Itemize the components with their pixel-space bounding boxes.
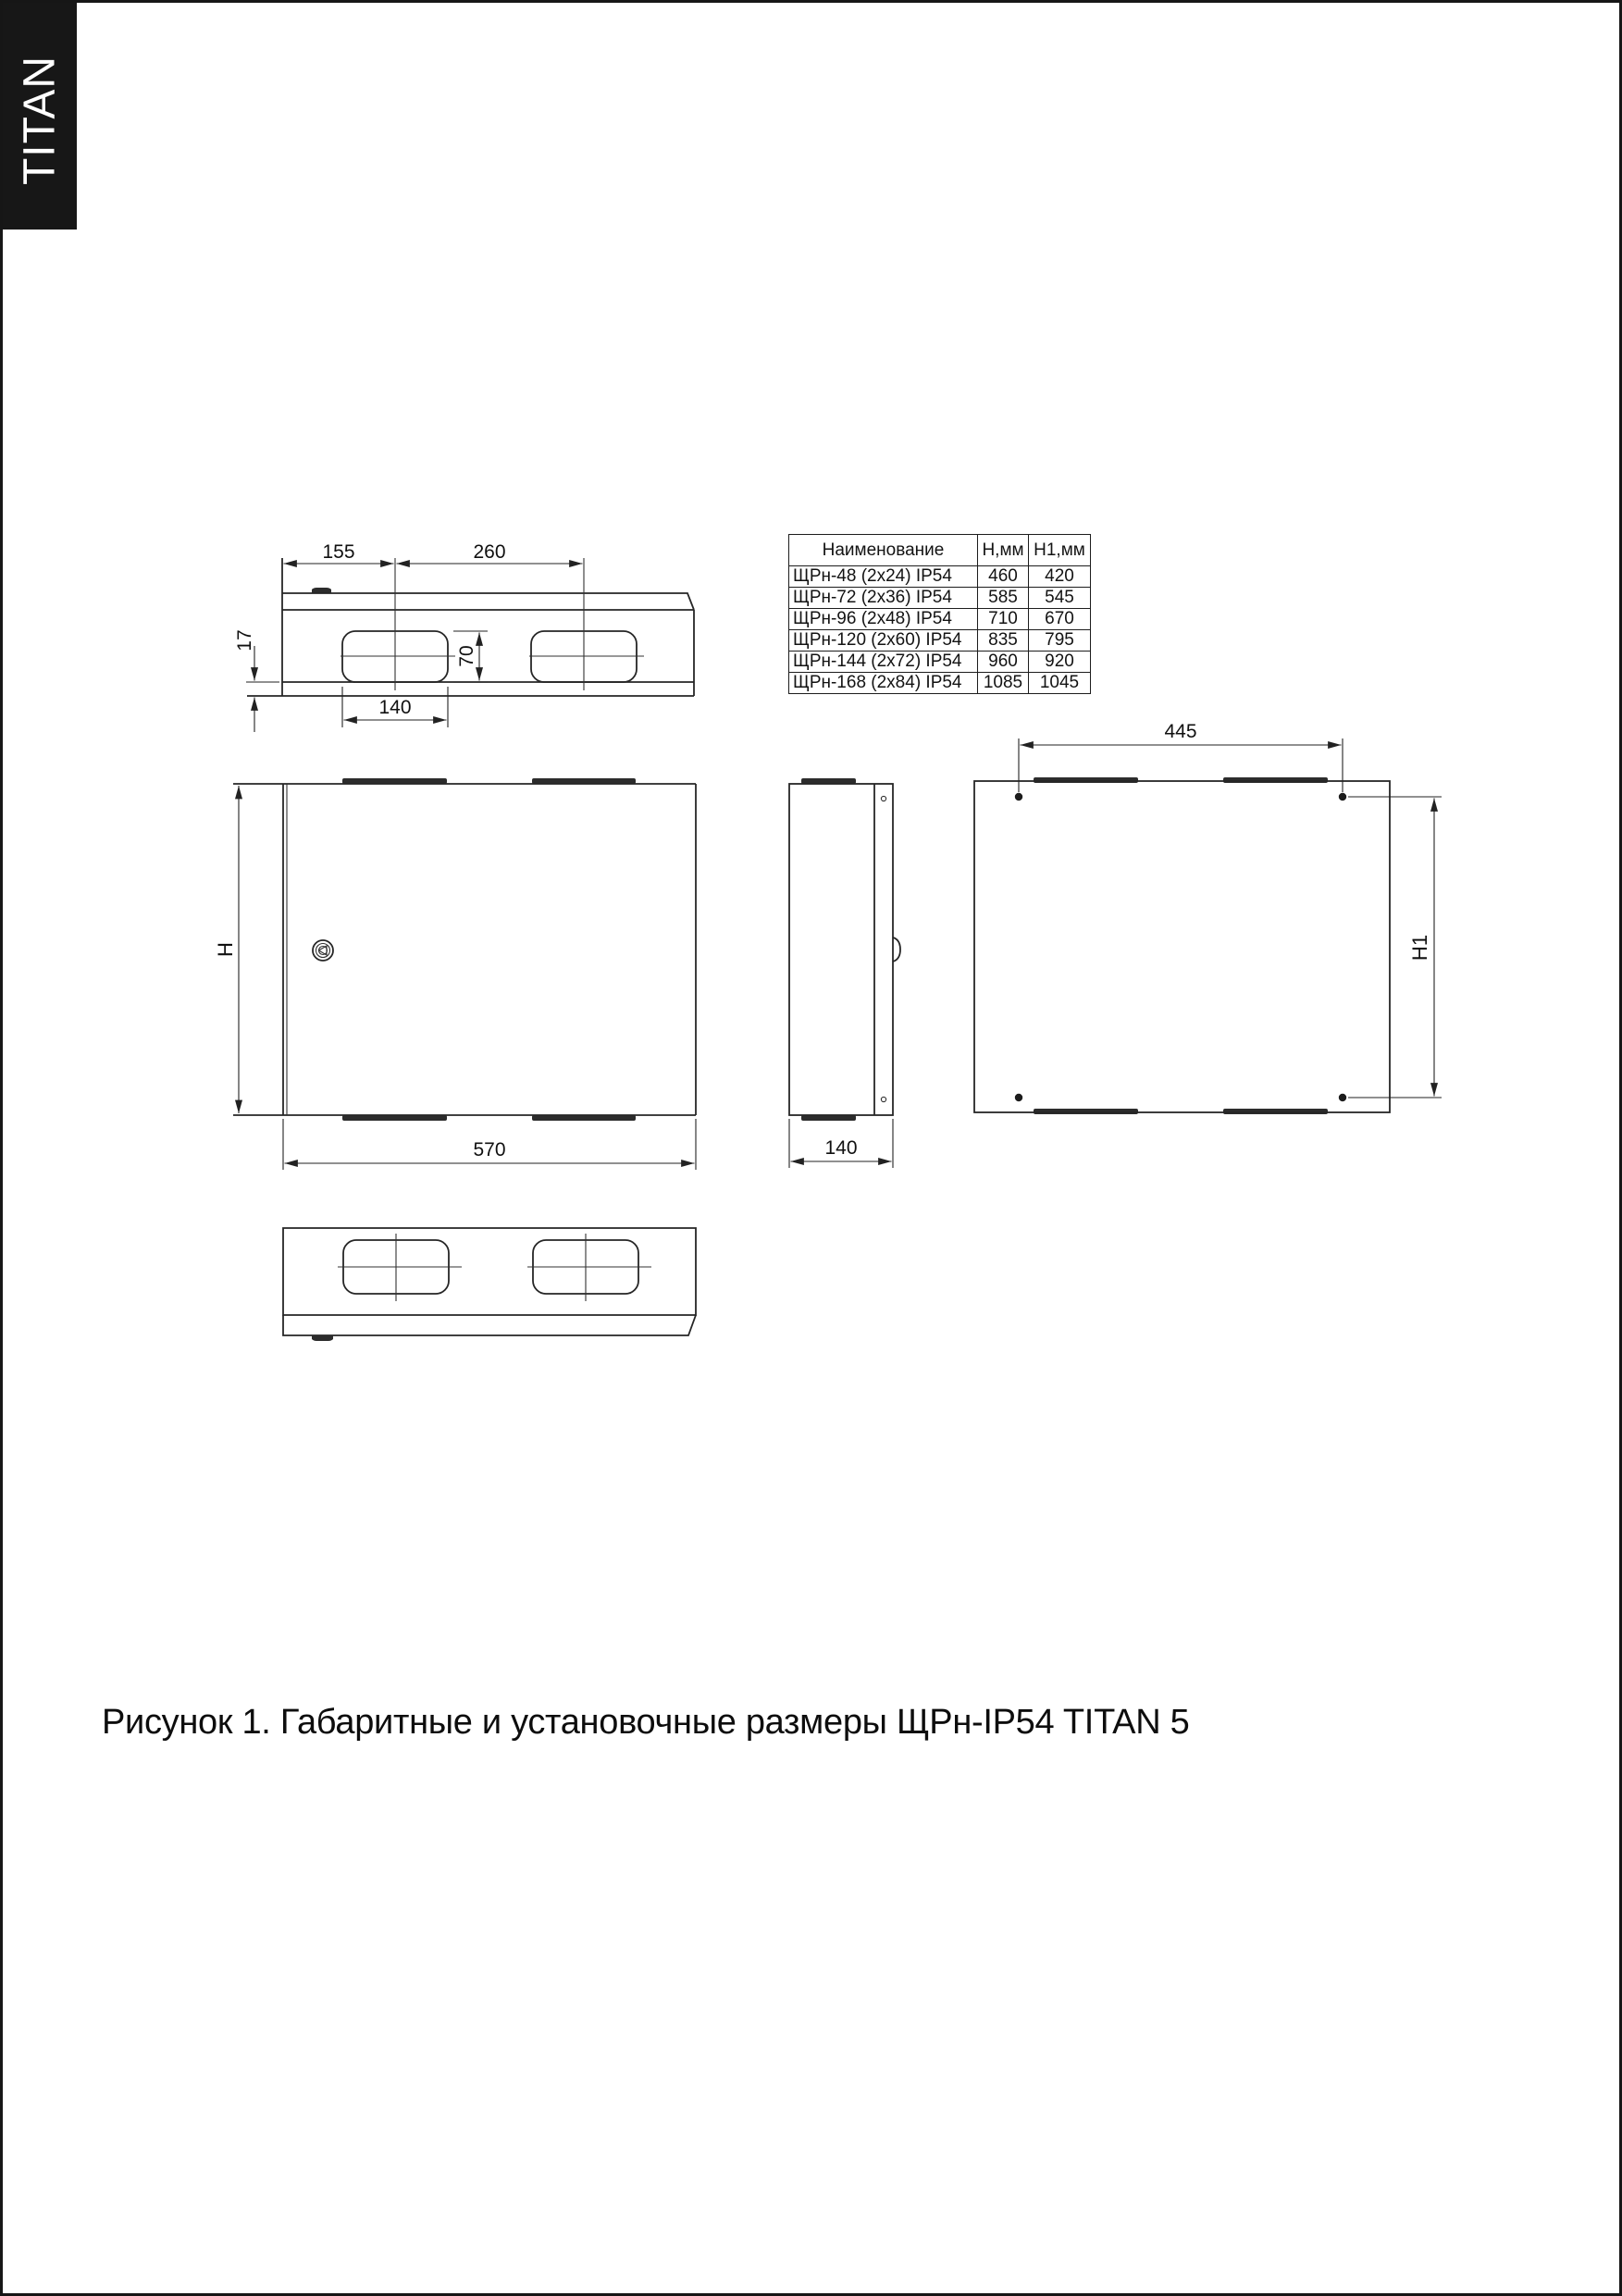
cell-h: 460 <box>978 566 1029 588</box>
screw-icon <box>881 1097 885 1101</box>
mounting-tab-icon <box>801 1115 856 1121</box>
cell-h: 1085 <box>978 673 1029 694</box>
dim-label-570: 570 <box>473 1139 506 1160</box>
hinge-tab-icon <box>312 1335 333 1341</box>
dim-label-140-top: 140 <box>378 697 412 718</box>
table-row <box>789 673 1091 694</box>
col-header-h1: Н1,мм <box>1029 535 1091 566</box>
dimensions-table <box>788 534 1091 694</box>
door-handle-icon <box>893 937 900 962</box>
cell-h1: 1045 <box>1029 673 1091 694</box>
side-view <box>789 778 900 1168</box>
dim-label-140-side: 140 <box>824 1137 858 1159</box>
table-row <box>789 588 1091 609</box>
mounting-tab-icon <box>801 778 856 784</box>
mounting-hole <box>1015 1094 1022 1101</box>
cell-h1: 670 <box>1029 609 1091 630</box>
bottom-view <box>283 1228 696 1341</box>
mounting-tab-icon <box>1223 1109 1328 1114</box>
mounting-hole <box>1339 793 1346 800</box>
dim-label-17: 17 <box>234 629 255 652</box>
brand-logo-text: TITAN <box>15 56 65 186</box>
mounting-tab-icon <box>1034 777 1138 783</box>
cell-h: 960 <box>978 652 1029 673</box>
rear-view <box>974 721 1442 1114</box>
cell-h1: 420 <box>1029 566 1091 588</box>
mounting-tab-icon <box>1223 777 1328 783</box>
mounting-hole <box>1339 1094 1346 1101</box>
cell-h1: 795 <box>1029 630 1091 652</box>
cell-h: 585 <box>978 588 1029 609</box>
cell-model: ЩРн-144 (2х72) IP54 <box>789 652 978 673</box>
mounting-hole <box>1015 793 1022 800</box>
col-header-h: Н,мм <box>978 535 1029 566</box>
door-lock-icon <box>313 940 333 961</box>
dim-label-445: 445 <box>1164 721 1197 742</box>
dim-label-H1: H1 <box>1408 934 1431 962</box>
dim-label-H: H <box>214 942 237 957</box>
cell-h1: 545 <box>1029 588 1091 609</box>
cell-model: ЩРн-48 (2х24) IP54 <box>789 566 978 588</box>
dim-label-260: 260 <box>473 541 506 563</box>
col-header-name: Наименование <box>789 535 978 566</box>
top-view <box>234 541 694 732</box>
cell-model: ЩРн-96 (2х48) IP54 <box>789 609 978 630</box>
dim-label-155: 155 <box>322 541 355 563</box>
table-row <box>789 566 1091 588</box>
cell-model: ЩРн-168 (2х84) IP54 <box>789 673 978 694</box>
cell-h1: 920 <box>1029 652 1091 673</box>
cell-h: 710 <box>978 609 1029 630</box>
cell-model: ЩРн-72 (2х36) IP54 <box>789 588 978 609</box>
table-row <box>789 630 1091 652</box>
dim-label-70: 70 <box>456 645 477 667</box>
screw-icon <box>881 796 885 800</box>
table-header-row <box>789 535 1091 566</box>
table-row <box>789 652 1091 673</box>
figure-caption: Рисунок 1. Габаритные и установочные размеры ЩРн-IP54 TITAN 5 <box>102 1703 1190 1742</box>
mounting-tab-icon <box>1034 1109 1138 1114</box>
front-view <box>214 778 696 1170</box>
cell-model: ЩРн-120 (2х60) IP54 <box>789 630 978 652</box>
cell-h: 835 <box>978 630 1029 652</box>
table-row <box>789 609 1091 630</box>
